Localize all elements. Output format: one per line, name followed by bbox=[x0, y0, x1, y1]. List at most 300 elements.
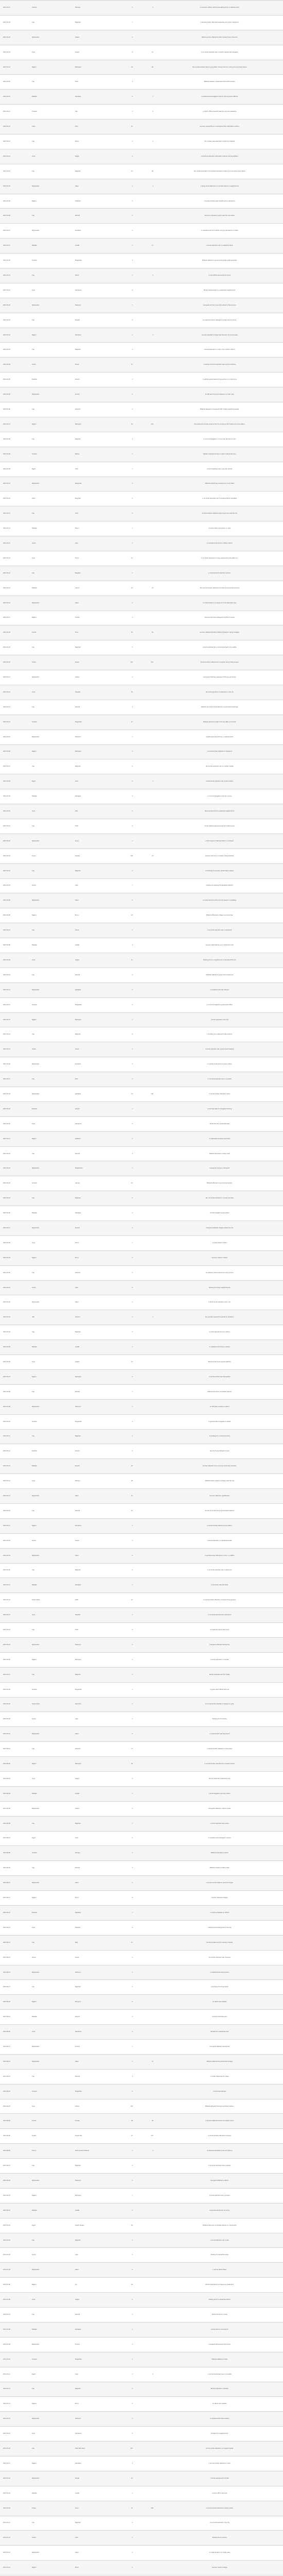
country-cell: Nigeria bbox=[29, 1518, 72, 1533]
city-cell: Quetta bbox=[72, 239, 115, 253]
date-cell: 2015-03-13 bbox=[0, 551, 29, 566]
country-cell: Afghanistan bbox=[29, 730, 72, 744]
country-cell: Yemen bbox=[29, 536, 72, 551]
city-cell: Kunduz bbox=[72, 387, 115, 402]
description-cell: Insurgents attacked checkpoints. bbox=[156, 1637, 283, 1652]
killed-cell: 1 bbox=[115, 521, 136, 536]
description-cell: A bomb struck a checkpoint. bbox=[156, 2322, 283, 2337]
injured-cell bbox=[136, 506, 156, 521]
date-cell: 2015-03-09 bbox=[0, 462, 29, 477]
city-cell: Baghdad bbox=[72, 2382, 115, 2397]
description-cell: Shelling struck civilians. bbox=[156, 1712, 283, 1727]
country-cell: Nigeria bbox=[29, 194, 72, 209]
injured-cell bbox=[136, 611, 156, 625]
injured-cell bbox=[136, 2233, 156, 2248]
description-cell: A car bomb exploded at a checkpoint. bbox=[156, 1608, 283, 1623]
injured-cell bbox=[136, 1801, 156, 1816]
country-cell: Kenya bbox=[29, 849, 72, 863]
killed-cell: 1 bbox=[115, 462, 136, 477]
injured-cell bbox=[136, 2188, 156, 2203]
country-cell: Syria bbox=[29, 551, 72, 566]
description-cell: A bomb exploded near a shop. bbox=[156, 1816, 283, 1831]
killed-cell: 3 bbox=[115, 1146, 136, 1161]
description-cell: A suicide bomber attacked a crowd. bbox=[156, 2456, 283, 2471]
injured-cell bbox=[136, 521, 156, 536]
country-cell: Afghanistan bbox=[29, 1221, 72, 1236]
date-cell: 2015-06-18 bbox=[0, 1995, 29, 2010]
killed-cell: 8 bbox=[115, 1891, 136, 1906]
date-cell: 2015-05-31 bbox=[0, 1727, 29, 1742]
city-cell: Aden bbox=[72, 878, 115, 893]
killed-cell: 1 bbox=[115, 1235, 136, 1250]
date-cell: 2015-07-07 bbox=[0, 2308, 29, 2323]
description-cell: Gunmen ambushed a patrol near the city center. bbox=[156, 209, 283, 224]
description-cell: A tribal elder was killed by a roadside bomb. bbox=[156, 730, 283, 744]
injured-cell bbox=[136, 432, 156, 447]
city-cell: Gombe bbox=[72, 611, 115, 625]
country-cell: Pakistan bbox=[29, 1340, 72, 1355]
killed-cell: 4 bbox=[115, 2025, 136, 2040]
country-cell: Yemen bbox=[29, 358, 72, 372]
country-cell: Pakistan bbox=[29, 789, 72, 804]
injured-cell bbox=[136, 1489, 156, 1504]
killed-cell: 10 bbox=[115, 1503, 136, 1518]
table-row bbox=[0, 2099, 283, 2114]
injured-cell bbox=[136, 1355, 156, 1370]
table-row bbox=[0, 15, 283, 30]
city-cell: Peshawar bbox=[72, 1578, 115, 1593]
country-cell: Syria bbox=[29, 2025, 72, 2040]
killed-cell: 3 bbox=[115, 2069, 136, 2084]
killed-cell: 3 bbox=[115, 477, 136, 492]
date-cell: 2015-07-12 bbox=[0, 2382, 29, 2397]
date-cell: 2015-02-27 bbox=[0, 239, 29, 253]
killed-cell: 5 bbox=[115, 1325, 136, 1340]
country-cell: Iraq bbox=[29, 968, 72, 982]
city-cell: Garland bbox=[72, 1310, 115, 1325]
country-cell: Iraq bbox=[29, 1429, 72, 1444]
city-cell: Quetta bbox=[72, 2486, 115, 2501]
date-cell: 2015-03-12 bbox=[0, 521, 29, 536]
killed-cell: 3 bbox=[115, 75, 136, 90]
city-cell: Arish bbox=[72, 1831, 115, 1846]
description-cell: Gunmen killed laborers at a construction site. bbox=[156, 938, 283, 953]
date-cell: 2015-04-23 bbox=[0, 1161, 29, 1176]
country-cell: Afghanistan bbox=[29, 2337, 72, 2352]
description-cell: Bombs exploded at a mosque and restaurant. bbox=[156, 2278, 283, 2293]
table-row bbox=[0, 2010, 283, 2025]
table-row bbox=[0, 849, 283, 863]
date-cell: 2015-06-26 bbox=[0, 2144, 29, 2159]
city-cell: Palmyra bbox=[72, 1474, 115, 1489]
description-cell: An attempted bombing was foiled. bbox=[156, 1131, 283, 1146]
injured-cell bbox=[136, 1906, 156, 1921]
description-cell: Shelling struck a neighborhood in the east of the city. bbox=[156, 953, 283, 968]
description-cell: A district official was shot dead by unknown assailants. bbox=[156, 105, 283, 120]
country-cell: Nigeria bbox=[29, 1652, 72, 1667]
country-cell: Pakistan bbox=[29, 2486, 72, 2501]
city-cell: Ramadi bbox=[72, 2069, 115, 2084]
injured-cell bbox=[136, 1593, 156, 1608]
injured-cell bbox=[136, 1414, 156, 1429]
table-row bbox=[0, 670, 283, 685]
city-cell: Maiduguri bbox=[72, 1652, 115, 1667]
date-cell: 2015-04-08 bbox=[0, 938, 29, 953]
city-cell: Dammam bbox=[72, 1697, 115, 1712]
country-cell: Iraq bbox=[29, 1265, 72, 1280]
injured-cell bbox=[136, 1027, 156, 1042]
killed-cell: 5 bbox=[115, 1980, 136, 1995]
injured-cell bbox=[136, 1935, 156, 1950]
date-cell: 2015-03-02 bbox=[0, 313, 29, 328]
date-cell: 2015-06-26 bbox=[0, 2114, 29, 2129]
country-cell: Iraq bbox=[29, 1325, 72, 1340]
city-cell: Monguno bbox=[72, 1995, 115, 2010]
injured-cell: 0 bbox=[136, 134, 156, 149]
date-cell: 2015-02-23 bbox=[0, 134, 29, 149]
description-cell: A roadside bomb targeted a vehicle carrying police officers. bbox=[156, 90, 283, 105]
country-cell: Iraq bbox=[29, 923, 72, 938]
description-cell: Militants attacked a government building with grenades. bbox=[156, 253, 283, 268]
country-cell: Pakistan bbox=[29, 938, 72, 953]
date-cell: 2015-07-15 bbox=[0, 2427, 29, 2442]
date-cell: 2015-02-27 bbox=[0, 224, 29, 239]
killed-cell: 38 bbox=[115, 2114, 136, 2129]
description-cell: An IED killed a soldier on patrol. bbox=[156, 1399, 283, 1414]
description-cell: Clashes and bombings struck the city. bbox=[156, 1920, 283, 1935]
description-cell: A roadside bomb was defused. bbox=[156, 982, 283, 997]
killed-cell: 19 bbox=[115, 2471, 136, 2486]
injured-cell bbox=[136, 1697, 156, 1712]
city-cell: Damaturu bbox=[72, 1518, 115, 1533]
country-cell: Somalia bbox=[29, 447, 72, 462]
city-cell: Baghdad bbox=[72, 1027, 115, 1042]
table-row bbox=[0, 700, 283, 715]
date-cell: 2015-07-23 bbox=[0, 2546, 29, 2561]
country-cell: Afghanistan bbox=[29, 30, 72, 45]
table-row bbox=[0, 1533, 283, 1548]
injured-cell bbox=[136, 283, 156, 298]
table-row bbox=[0, 343, 283, 358]
table-row bbox=[0, 1057, 283, 1072]
injured-cell bbox=[136, 358, 156, 372]
table-row bbox=[0, 804, 283, 819]
table-row bbox=[0, 402, 283, 417]
date-cell: 2015-04-29 bbox=[0, 1250, 29, 1265]
killed-cell: 146 bbox=[115, 2099, 136, 2114]
country-cell: Thailand bbox=[29, 105, 72, 120]
injured-cell bbox=[136, 1325, 156, 1340]
killed-cell: 2 bbox=[115, 2412, 136, 2427]
date-cell: 2015-07-03 bbox=[0, 2248, 29, 2263]
killed-cell: 2 bbox=[115, 1533, 136, 1548]
injured-cell: 1 bbox=[136, 179, 156, 194]
city-cell: Maiduguri bbox=[72, 1012, 115, 1027]
city-cell: Jalalabad bbox=[72, 1087, 115, 1102]
date-cell: 2015-05-25 bbox=[0, 1637, 29, 1652]
description-cell: A car bomb exploded near a market crowded with shoppers. bbox=[156, 45, 283, 60]
killed-cell: 1 bbox=[115, 2486, 136, 2501]
country-cell: Iraq bbox=[29, 1027, 72, 1042]
city-cell: Baghdad bbox=[72, 164, 115, 179]
city-cell: Borno bbox=[72, 1891, 115, 1906]
description-cell: A government official was shot. bbox=[156, 1682, 283, 1697]
country-cell: Afghanistan bbox=[29, 1489, 72, 1504]
description-cell: A car bomb exploded near a consulate. bbox=[156, 2367, 283, 2382]
country-cell: Yemen bbox=[29, 1042, 72, 1057]
killed-cell: 3 bbox=[115, 2233, 136, 2248]
city-cell: Baghdad bbox=[72, 2233, 115, 2248]
date-cell: 2015-07-17 bbox=[0, 2456, 29, 2471]
killed-cell: 0 bbox=[115, 2397, 136, 2412]
table-row bbox=[0, 328, 283, 343]
city-cell: Samarra bbox=[72, 402, 115, 417]
table-row bbox=[0, 2337, 283, 2352]
country-cell: Afghanistan bbox=[29, 2263, 72, 2278]
date-cell: 2015-03-16 bbox=[0, 596, 29, 611]
city-cell: Tikrit bbox=[72, 1623, 115, 1638]
city-cell: Samarra bbox=[72, 1742, 115, 1757]
date-cell: 2015-05-12 bbox=[0, 1444, 29, 1459]
description-cell: A suicide bomber attacked a mosque during prayers. bbox=[156, 1593, 283, 1608]
date-cell: 2015-05-27 bbox=[0, 1667, 29, 1682]
country-cell: Afghanistan bbox=[29, 1087, 72, 1102]
city-cell: Yala bbox=[72, 105, 115, 120]
injured-cell bbox=[136, 2174, 156, 2189]
injured-cell bbox=[136, 30, 156, 45]
city-cell: Cairo bbox=[72, 774, 115, 789]
killed-cell: 0 bbox=[115, 1369, 136, 1384]
description-cell: A bomb exploded at a market. bbox=[156, 2471, 283, 2486]
table-row bbox=[0, 1340, 283, 1355]
city-cell: Kobani bbox=[72, 2099, 115, 2114]
city-cell: Suruc bbox=[72, 2501, 115, 2516]
table-row bbox=[0, 581, 283, 596]
injured-cell bbox=[136, 1235, 156, 1250]
killed-cell: 1 bbox=[115, 2322, 136, 2337]
date-cell: 2015-02-24 bbox=[0, 164, 29, 179]
killed-cell: 7 bbox=[115, 878, 136, 893]
date-cell: 2015-06-17 bbox=[0, 1980, 29, 1995]
killed-cell: 0 bbox=[115, 774, 136, 789]
city-cell: Kabul bbox=[72, 893, 115, 908]
city-cell: Ramadi bbox=[72, 700, 115, 715]
country-cell: Syria bbox=[29, 1235, 72, 1250]
table-row bbox=[0, 1161, 283, 1176]
injured-cell bbox=[136, 1667, 156, 1682]
city-cell: Karachi bbox=[72, 1101, 115, 1116]
table-row bbox=[0, 2501, 283, 2516]
city-cell: Baghdad bbox=[72, 432, 115, 447]
city-cell: Karachi bbox=[72, 1444, 115, 1459]
table-row bbox=[0, 1503, 283, 1518]
injured-cell bbox=[136, 1757, 156, 1772]
killed-cell: 7 bbox=[115, 1384, 136, 1399]
date-cell: 2015-02-18 bbox=[0, 15, 29, 30]
table-row bbox=[0, 2025, 283, 2040]
killed-cell: 8 bbox=[115, 1027, 136, 1042]
city-cell: Quetta bbox=[72, 1786, 115, 1801]
city-cell: Kabul bbox=[72, 1489, 115, 1504]
city-cell: Baghdad bbox=[72, 1816, 115, 1831]
killed-cell: 8 bbox=[115, 1280, 136, 1295]
date-cell: 2015-03-27 bbox=[0, 759, 29, 774]
city-cell: Jalalabad bbox=[72, 982, 115, 997]
city-cell: Maiduguri bbox=[72, 1369, 115, 1384]
city-cell: Nangarhar bbox=[72, 477, 115, 492]
injured-cell: 2 bbox=[136, 2144, 156, 2159]
table-row bbox=[0, 1474, 283, 1489]
killed-cell: 15 bbox=[115, 581, 136, 596]
city-cell: Baghdad bbox=[72, 863, 115, 878]
table-row bbox=[0, 2084, 283, 2099]
date-cell: 2015-03-23 bbox=[0, 700, 29, 715]
city-cell: Maiduguri bbox=[72, 744, 115, 759]
city-cell: Baghdad bbox=[72, 1563, 115, 1578]
city-cell: Aleppo bbox=[72, 953, 115, 968]
country-cell: Nigeria bbox=[29, 328, 72, 343]
date-cell: 2015-03-20 bbox=[0, 655, 29, 670]
killed-cell: 2 bbox=[115, 447, 136, 462]
table-row bbox=[0, 789, 283, 804]
date-cell: 2015-03-19 bbox=[0, 640, 29, 655]
description-cell: A shooting targeted an official. bbox=[156, 1906, 283, 1921]
injured-cell bbox=[136, 640, 156, 655]
date-cell: 2015-04-18 bbox=[0, 1087, 29, 1102]
country-cell: Pakistan bbox=[29, 1786, 72, 1801]
country-cell: Pakistan bbox=[29, 90, 72, 105]
date-cell: 2015-07-01 bbox=[0, 2218, 29, 2233]
description-cell: Militants launched coordinated attacks. bbox=[156, 1384, 283, 1399]
table-row bbox=[0, 1697, 283, 1712]
injured-cell bbox=[136, 759, 156, 774]
date-cell: 2015-05-29 bbox=[0, 1697, 29, 1712]
killed-cell: 11 bbox=[115, 953, 136, 968]
table-row bbox=[0, 1399, 283, 1414]
country-cell: Somalia bbox=[29, 1682, 72, 1697]
killed-cell: 9 bbox=[115, 1920, 136, 1935]
city-cell: Kismayo bbox=[72, 1846, 115, 1861]
killed-cell: 4 bbox=[115, 2516, 136, 2531]
table-row bbox=[0, 2040, 283, 2055]
table-row bbox=[0, 536, 283, 551]
description-cell: A car bomb targeted a security convoy. bbox=[156, 789, 283, 804]
description-cell: Suicide bombers struck a refinery complex. bbox=[156, 1935, 283, 1950]
country-cell: Syria bbox=[29, 2427, 72, 2442]
killed-cell: 54 bbox=[115, 417, 136, 432]
date-cell: 2015-06-07 bbox=[0, 1831, 29, 1846]
city-cell: Sanaa bbox=[72, 1042, 115, 1057]
table-row bbox=[0, 685, 283, 700]
country-cell: Afghanistan bbox=[29, 2054, 72, 2069]
description-cell: Militants killed three members of a local militia. bbox=[156, 477, 283, 492]
table-row bbox=[0, 1593, 283, 1608]
city-cell: Tikrit bbox=[72, 506, 115, 521]
date-cell: 2015-03-01 bbox=[0, 268, 29, 283]
table-row bbox=[0, 2069, 283, 2084]
city-cell: Baghdad bbox=[72, 1980, 115, 1995]
country-cell: Nigeria bbox=[29, 1012, 72, 1027]
country-cell: Iraq bbox=[29, 1623, 72, 1638]
injured-cell bbox=[136, 2456, 156, 2471]
country-cell: Iraq bbox=[29, 1935, 72, 1950]
table-row bbox=[0, 655, 283, 670]
date-cell: 2015-03-28 bbox=[0, 774, 29, 789]
table-row bbox=[0, 1920, 283, 1935]
description-cell: A bomb exploded in the city. bbox=[156, 1012, 283, 1027]
description-cell: Insurgents attacked a district center. bbox=[156, 1801, 283, 1816]
description-cell: A mortar attack struck a base. bbox=[156, 2069, 283, 2084]
date-cell: 2015-02-19 bbox=[0, 60, 29, 75]
injured-cell bbox=[136, 2516, 156, 2531]
description-cell: A suicide bomber exploded at a crowded market. bbox=[156, 1757, 283, 1772]
date-cell: 2015-03-10 bbox=[0, 492, 29, 506]
description-cell: An attacker beheaded a man at a factory. bbox=[156, 2144, 283, 2159]
country-cell: Syria bbox=[29, 1920, 72, 1935]
date-cell: 2015-05-26 bbox=[0, 1652, 29, 1667]
city-cell: Hasakah bbox=[72, 1608, 115, 1623]
injured-cell bbox=[136, 893, 156, 908]
country-cell: Afghanistan bbox=[29, 893, 72, 908]
table-row bbox=[0, 1176, 283, 1191]
date-cell: 2015-02-17 bbox=[0, 1, 29, 15]
table-row bbox=[0, 432, 283, 447]
date-cell: 2015-06-13 bbox=[0, 1920, 29, 1935]
description-cell: Militants attacked a checkpoint with rocket-propelled grenades. bbox=[156, 402, 283, 417]
table-row bbox=[0, 1221, 283, 1236]
description-cell: Suicide car bombs struck government positions. bbox=[156, 1503, 283, 1518]
country-cell: Syria bbox=[29, 1355, 72, 1370]
table-row bbox=[0, 2367, 283, 2382]
killed-cell: 12 bbox=[115, 551, 136, 566]
country-cell: Nigeria bbox=[29, 2397, 72, 2412]
killed-cell: 2 bbox=[115, 1295, 136, 1310]
injured-cell bbox=[136, 1206, 156, 1221]
description-cell: Insurgents attacked checkpoints. bbox=[156, 2040, 283, 2055]
table-row bbox=[0, 834, 283, 849]
city-cell: Baghdad bbox=[72, 15, 115, 30]
date-cell: 2015-07-04 bbox=[0, 2263, 29, 2278]
killed-cell: 142 bbox=[115, 655, 136, 670]
country-cell: Afghanistan bbox=[29, 1965, 72, 1980]
injured-cell: 31 bbox=[136, 2054, 156, 2069]
table-row bbox=[0, 596, 283, 611]
description-cell: Rockets hit a residential area. bbox=[156, 2025, 283, 2040]
table-row bbox=[0, 1652, 283, 1667]
city-cell: Helmand bbox=[72, 1399, 115, 1414]
injured-cell bbox=[136, 1891, 156, 1906]
country-cell: Afghanistan bbox=[29, 1727, 72, 1742]
description-cell: Shelling struck civilians. bbox=[156, 2531, 283, 2546]
city-cell: Helmand bbox=[72, 2174, 115, 2189]
country-cell: Iraq bbox=[29, 2382, 72, 2397]
table-row bbox=[0, 863, 283, 878]
injured-cell bbox=[136, 566, 156, 581]
date-cell: 2015-03-08 bbox=[0, 432, 29, 447]
date-cell: 2015-03-12 bbox=[0, 536, 29, 551]
table-row bbox=[0, 878, 283, 893]
date-cell: 2015-04-07 bbox=[0, 923, 29, 938]
killed-cell: 9 bbox=[115, 804, 136, 819]
city-cell: Potiskum bbox=[72, 1131, 115, 1146]
city-cell: Qatif bbox=[72, 1593, 115, 1608]
date-cell: 2015-05-01 bbox=[0, 1280, 29, 1295]
description-cell: An explosive device was found. bbox=[156, 1623, 283, 1638]
injured-cell bbox=[136, 670, 156, 685]
injured-cell bbox=[136, 120, 156, 134]
city-cell: Karachi bbox=[72, 1459, 115, 1474]
city-cell: Faryab bbox=[72, 2471, 115, 2486]
